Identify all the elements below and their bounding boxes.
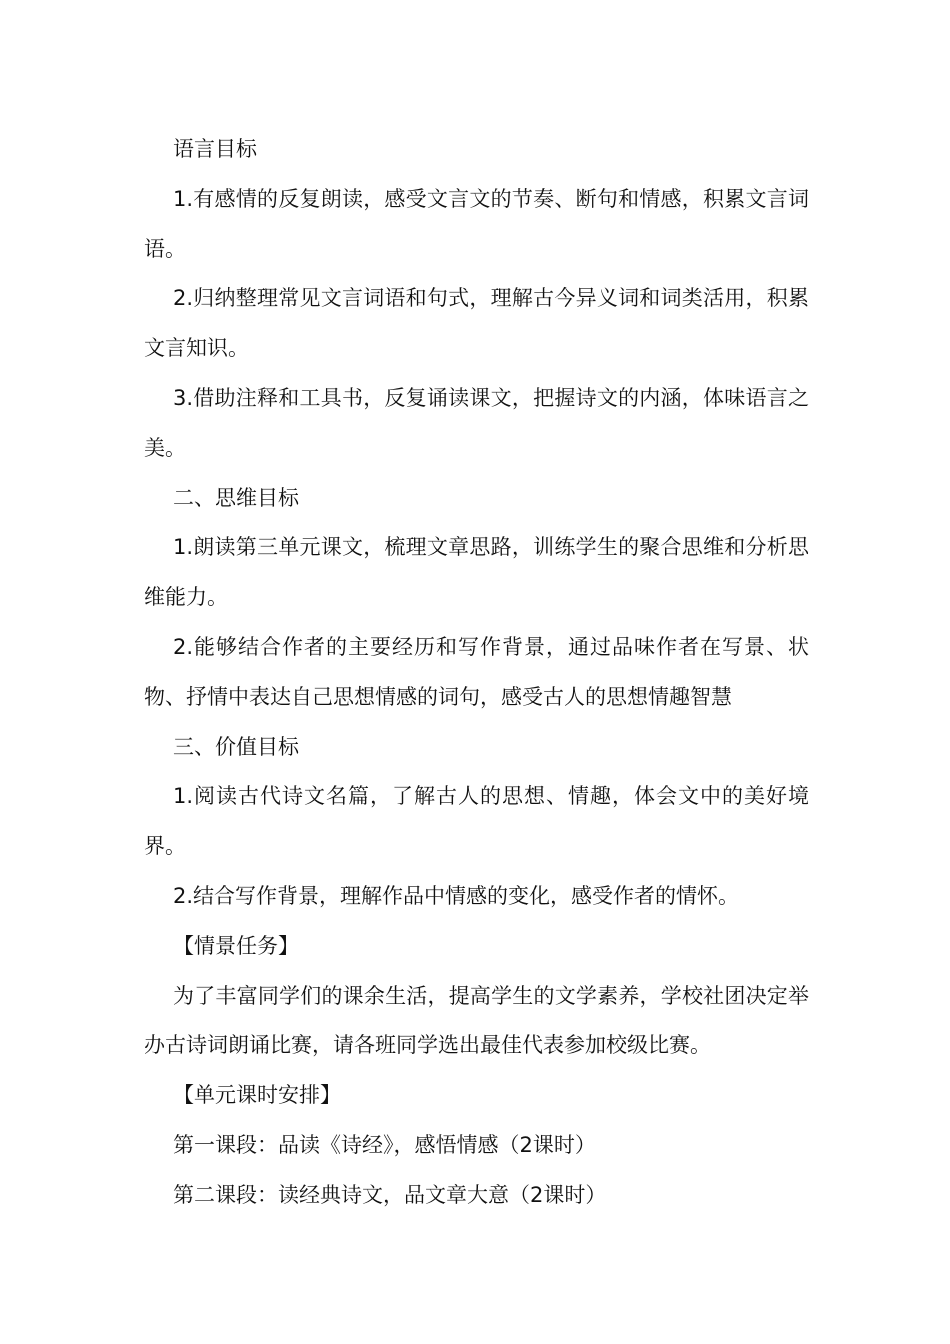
paragraph-value-goal-2: 2.结合写作背景，理解作品中情感的变化，感受作者的情怀。	[173, 883, 740, 908]
paragraph-value-goal-1: 1.阅读古代诗文名篇，了解古人的思想、情趣，体会文中的美好境界。	[144, 784, 809, 859]
paragraph-schedule-segment-2: 第二课段：读经典诗文，品文章大意（2课时）	[173, 1182, 607, 1207]
paragraph-thinking-goals-heading: 二、思维目标	[173, 485, 299, 510]
document-body	[144, 125, 809, 1221]
paragraph-language-goal-3: 3.借助注释和工具书，反复诵读课文，把握诗文的内涵，体味语言之美。	[144, 385, 809, 460]
paragraph-language-goal-2: 2.归纳整理常见文言词语和句式，理解古今异义词和词类活用，积累文言知识。	[144, 286, 809, 361]
paragraph-language-goals-heading: 语言目标	[173, 137, 257, 161]
paragraph-scenario-task-body: 为了丰富同学们的课余生活，提高学生的文学素养，学校社团决定举办古诗词朗诵比赛，请各班同学选出最佳代表参加校级比赛。	[144, 983, 809, 1058]
paragraph-thinking-goal-1: 1.朗读第三单元课文，梳理文章思路，训练学生的聚合思维和分析思维能力。	[144, 535, 809, 610]
paragraph-language-goal-1: 1.有感情的反复朗读，感受文言文的节奏、断句和情感，积累文言词语。	[144, 186, 809, 261]
paragraph-thinking-goal-2: 2.能够结合作者的主要经历和写作背景，通过品味作者在写景、状物、抒情中表达自己思想情感的词句，感受古人的思想情趣智慧	[144, 634, 809, 709]
paragraph-schedule-segment-1: 第一课段：品读《诗经》，感悟情感（2课时）	[173, 1132, 596, 1157]
paragraph-value-goals-heading: 三、价值目标	[173, 734, 299, 759]
paragraph-scenario-task-heading: 【情景任务】	[173, 933, 299, 958]
paragraph-schedule-heading: 【单元课时安排】	[173, 1083, 341, 1108]
